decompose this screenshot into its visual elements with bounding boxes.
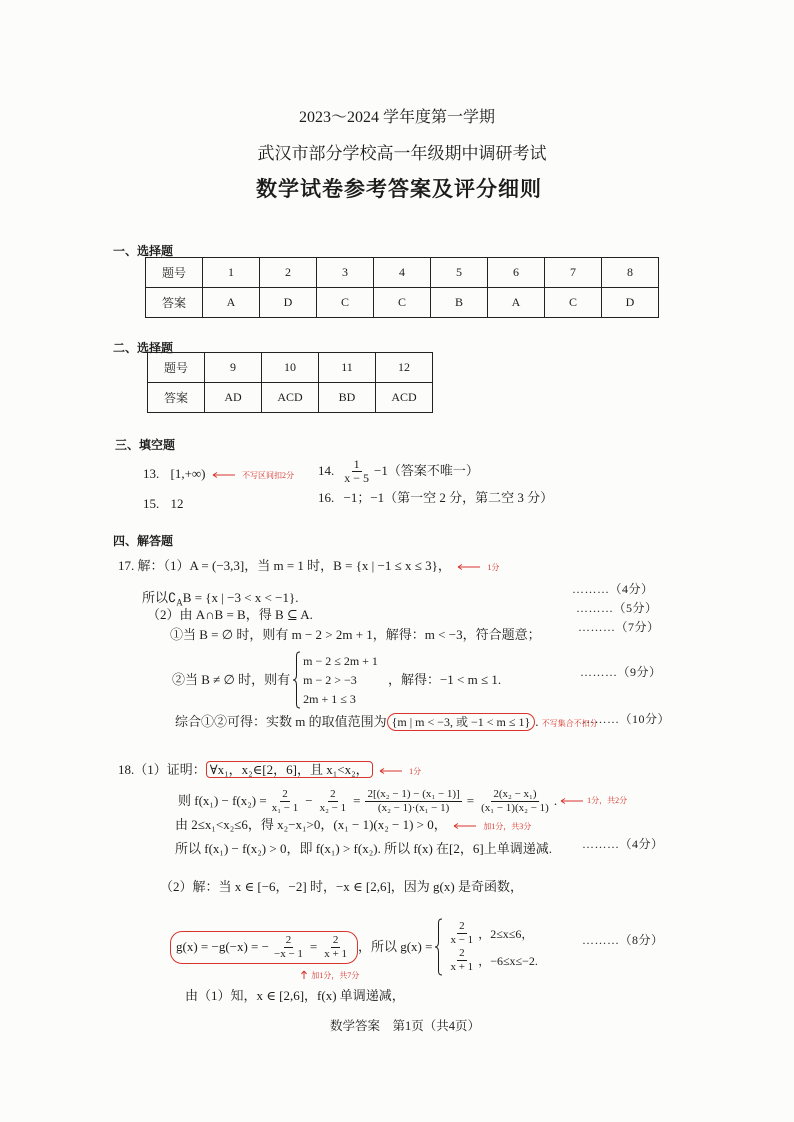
fraction-denominator: x − 5 <box>344 470 370 485</box>
piecewise-cases <box>445 920 537 974</box>
answer-cell: D <box>602 288 659 318</box>
red-arrow-left-icon <box>379 767 403 775</box>
fraction-numerator: 1 <box>353 456 360 471</box>
red-arrow-left-icon <box>212 471 236 479</box>
fraction <box>272 934 305 961</box>
score-mark: ………（5分） <box>576 601 658 615</box>
fraction-numerator: 2 <box>285 933 292 946</box>
answer-cell: C <box>317 288 374 318</box>
score-mark: ………（4分） <box>572 582 654 596</box>
q17-line-3: （2）由 A∩B = B，得 B ⊆ A. <box>147 607 313 622</box>
fraction-denominator: x + 1 <box>324 947 347 960</box>
case-condition: ，2≤x≤6， <box>478 927 534 941</box>
row-label-question-number: 题号 <box>148 353 205 383</box>
fraction <box>479 788 551 815</box>
answer-row <box>148 383 433 413</box>
grading-note: 不写区间扣2分 <box>242 471 295 480</box>
question-number-row <box>148 353 433 383</box>
question-number-cell: 12 <box>376 353 433 383</box>
row-label-answer: 答案 <box>148 383 205 413</box>
row-label-question-number: 题号 <box>146 258 203 288</box>
fraction-denominator: x₂ − 1 <box>319 801 347 814</box>
question-number: 14. <box>318 463 335 478</box>
fraction <box>318 788 349 815</box>
solution-text: ②当 B ≠ ∅ 时，则有 <box>172 672 291 687</box>
solution-text: 18.（1）证明： <box>118 762 206 777</box>
complement-subscript: A <box>176 597 183 608</box>
answer-cell: ACD <box>376 383 433 413</box>
fraction-denominator: (x₂ − 1)·(x₁ − 1) <box>377 801 450 814</box>
fraction-numerator: 2 <box>282 787 288 800</box>
question-number-cell: 11 <box>319 353 376 383</box>
score-mark: ………（9分） <box>580 665 662 679</box>
q18-line-3 <box>175 817 531 835</box>
fill-blank-15 <box>143 496 184 512</box>
grading-note: 加1分，共3分 <box>483 822 532 831</box>
q18-line-1 <box>118 762 421 780</box>
section-heading-choice-2: 二、选择题 <box>113 341 174 355</box>
solution-text: 所以∁ <box>142 590 177 605</box>
answer-text: −1；−1（第一空 2 分，第二空 3 分） <box>343 490 554 505</box>
answer-cell: A <box>488 288 545 318</box>
section-heading-fill-blank: 三、填空题 <box>115 438 176 452</box>
red-arrow-up-icon <box>300 970 308 980</box>
solution-text: ，解得：−1 < m ≤ 1. <box>387 672 502 687</box>
score-mark: ………（8分） <box>582 933 664 947</box>
fraction <box>270 788 301 815</box>
operator: = <box>466 793 475 808</box>
document-title: 数学试卷参考答案及评分细则 <box>256 177 542 201</box>
fraction-numerator: 2 <box>459 920 465 932</box>
fraction-denominator: x − 1 <box>450 934 474 946</box>
left-brace-icon <box>434 918 443 976</box>
question-number: 13. <box>143 466 160 481</box>
left-brace-icon <box>292 651 301 709</box>
operator: . <box>553 793 558 808</box>
choice-answer-table-1 <box>145 257 659 318</box>
fill-blank-13 <box>143 466 294 484</box>
fraction-numerator: 2 <box>459 947 465 959</box>
answer-cell: B <box>431 288 488 318</box>
system-inequality: m − 2 > −3 <box>303 672 357 687</box>
system-lines <box>303 652 378 709</box>
fraction-numerator: 2(x₂ − x₁) <box>493 787 537 800</box>
answer-text: [1,+∞) <box>170 466 206 481</box>
question-number-cell: 5 <box>431 258 488 288</box>
answer-cell: BD <box>319 383 376 413</box>
section-heading-solutions: 四、解答题 <box>113 534 174 548</box>
operator: = <box>309 939 318 954</box>
score-mark: ………（7分） <box>578 620 660 634</box>
choice-answer-table-2 <box>147 352 433 413</box>
answer-cell: C <box>374 288 431 318</box>
q17-line-4: ①当 B = ∅ 时，则有 m − 2 > 2m + 1，解得：m < −3，符合题意； <box>170 627 541 642</box>
fraction <box>365 788 461 815</box>
row-label-answer: 答案 <box>146 288 203 318</box>
question-number-cell: 3 <box>317 258 374 288</box>
solution-text: B = {x | −3 < x < −1}. <box>182 590 299 605</box>
answer-tail: −1（答案不唯一） <box>374 463 479 478</box>
section-heading-choice-1: 一、选择题 <box>113 244 174 258</box>
q17-line-6 <box>175 714 598 732</box>
solution-text: . <box>535 714 539 729</box>
score-mark: ………（10分） <box>582 712 671 726</box>
grading-note: 1分 <box>487 563 500 572</box>
operator: = <box>353 793 361 808</box>
fill-blank-16 <box>318 490 553 506</box>
fraction-numerator: 2 <box>330 787 336 800</box>
exam-name-line: 武汉市部分学校高一年级期中调研考试 <box>257 144 547 163</box>
question-number: 15. <box>143 496 160 511</box>
red-arrow-left-icon <box>560 797 584 805</box>
question-number-cell: 10 <box>262 353 319 383</box>
question-number-cell: 1 <box>203 258 260 288</box>
answer-cell: A <box>203 288 260 318</box>
page-footer: 数学答案 第1页（共4页） <box>330 1019 481 1033</box>
operator: − <box>305 793 313 808</box>
inequality-system <box>292 651 378 709</box>
q18-line-5: （2）解：当 x ∈ [−6，−2] 时，−x ∈ [2,6]，因为 g(x) 是奇函数， <box>160 879 523 894</box>
q18-line-2 <box>178 781 627 821</box>
fraction-denominator: x₁ − 1 <box>271 801 299 814</box>
circled-answer-set: {m | m < −3, 或 −1 < m ≤ 1} <box>387 713 536 731</box>
fraction-denominator: x + 1 <box>450 961 474 973</box>
fraction-numerator: 2[(x₂ − 1) − (x₁ − 1)] <box>367 787 460 800</box>
answer-row <box>146 288 659 318</box>
q17-line-5 <box>172 650 501 710</box>
answer-cell: AD <box>205 383 262 413</box>
piecewise-definition <box>434 918 537 976</box>
question-number: 16. <box>318 490 335 505</box>
solution-text: 综合①②可得：实数 m 的取值范围为 <box>175 714 387 729</box>
q17-line-1 <box>118 558 499 576</box>
fraction-numerator: 2 <box>332 933 339 946</box>
solution-text: 17. 解：（1）A = (−3,3]，当 m = 1 时，B = {x | −1 ≤ x ≤ 3}， <box>118 558 451 573</box>
boxed-assumption: ∀x₁，x₂∈[2，6]，且 x₁<x₂， <box>206 761 373 778</box>
grading-note: 1分，共2分 <box>587 796 628 805</box>
question-number-cell: 6 <box>488 258 545 288</box>
red-arrow-left-icon <box>453 822 477 830</box>
q18-line-7: 由（1）知，x ∈ [2,6]，f(x) 单调递减， <box>185 988 405 1003</box>
fraction-denominator: −x − 1 <box>273 947 303 960</box>
question-number-cell: 8 <box>602 258 659 288</box>
answer-cell: C <box>545 288 602 318</box>
question-number-cell: 4 <box>374 258 431 288</box>
solution-text: g(x) = −g(−x) = − <box>176 939 269 954</box>
system-inequality: m − 2 ≤ 2m + 1 <box>303 653 378 668</box>
solution-text: 由 2≤x₁<x₂≤6，得 x₂−x₁>0，(x₁ − 1)(x₂ − 1) > 0， <box>175 817 447 832</box>
fraction <box>322 934 349 961</box>
piecewise-case <box>445 947 537 974</box>
school-year-line: 2023～2024 学年度第一学期 <box>298 109 495 126</box>
circled-derivation <box>170 931 358 964</box>
case-condition: ，−6≤x≤−2. <box>478 954 538 968</box>
solution-text: 则 f(x₁) − f(x₂) = <box>178 793 267 808</box>
q18-line-4: 所以 f(x₁) − f(x₂) > 0，即 f(x₁) > f(x₂). 所以 f(x) 在[2，6]上单调递减. <box>175 841 552 856</box>
grading-note: 加1分，共7分 <box>311 971 360 980</box>
answer-text: 12 <box>170 496 184 511</box>
piecewise-case <box>445 920 537 947</box>
answer-cell: ACD <box>262 383 319 413</box>
question-number-row <box>146 258 659 288</box>
question-number-cell: 7 <box>545 258 602 288</box>
grading-note: 不写集合不扣分 <box>541 719 598 728</box>
red-arrow-left-icon <box>457 563 481 571</box>
grading-note: 1分 <box>409 767 422 776</box>
fraction <box>448 920 475 947</box>
question-number-cell: 9 <box>205 353 262 383</box>
q18-line-6-annotation <box>300 966 359 984</box>
solution-text: ，所以 g(x) = <box>357 939 433 954</box>
fraction-denominator: (x₁ − 1)(x₂ − 1) <box>481 801 549 814</box>
fraction <box>448 947 475 974</box>
fill-blank-14 <box>318 452 479 490</box>
question-number-cell: 2 <box>260 258 317 288</box>
fraction <box>342 458 371 485</box>
answer-cell: D <box>260 288 317 318</box>
system-inequality: 2m + 1 ≤ 3 <box>303 691 356 706</box>
score-mark: ………（4分） <box>582 837 664 851</box>
